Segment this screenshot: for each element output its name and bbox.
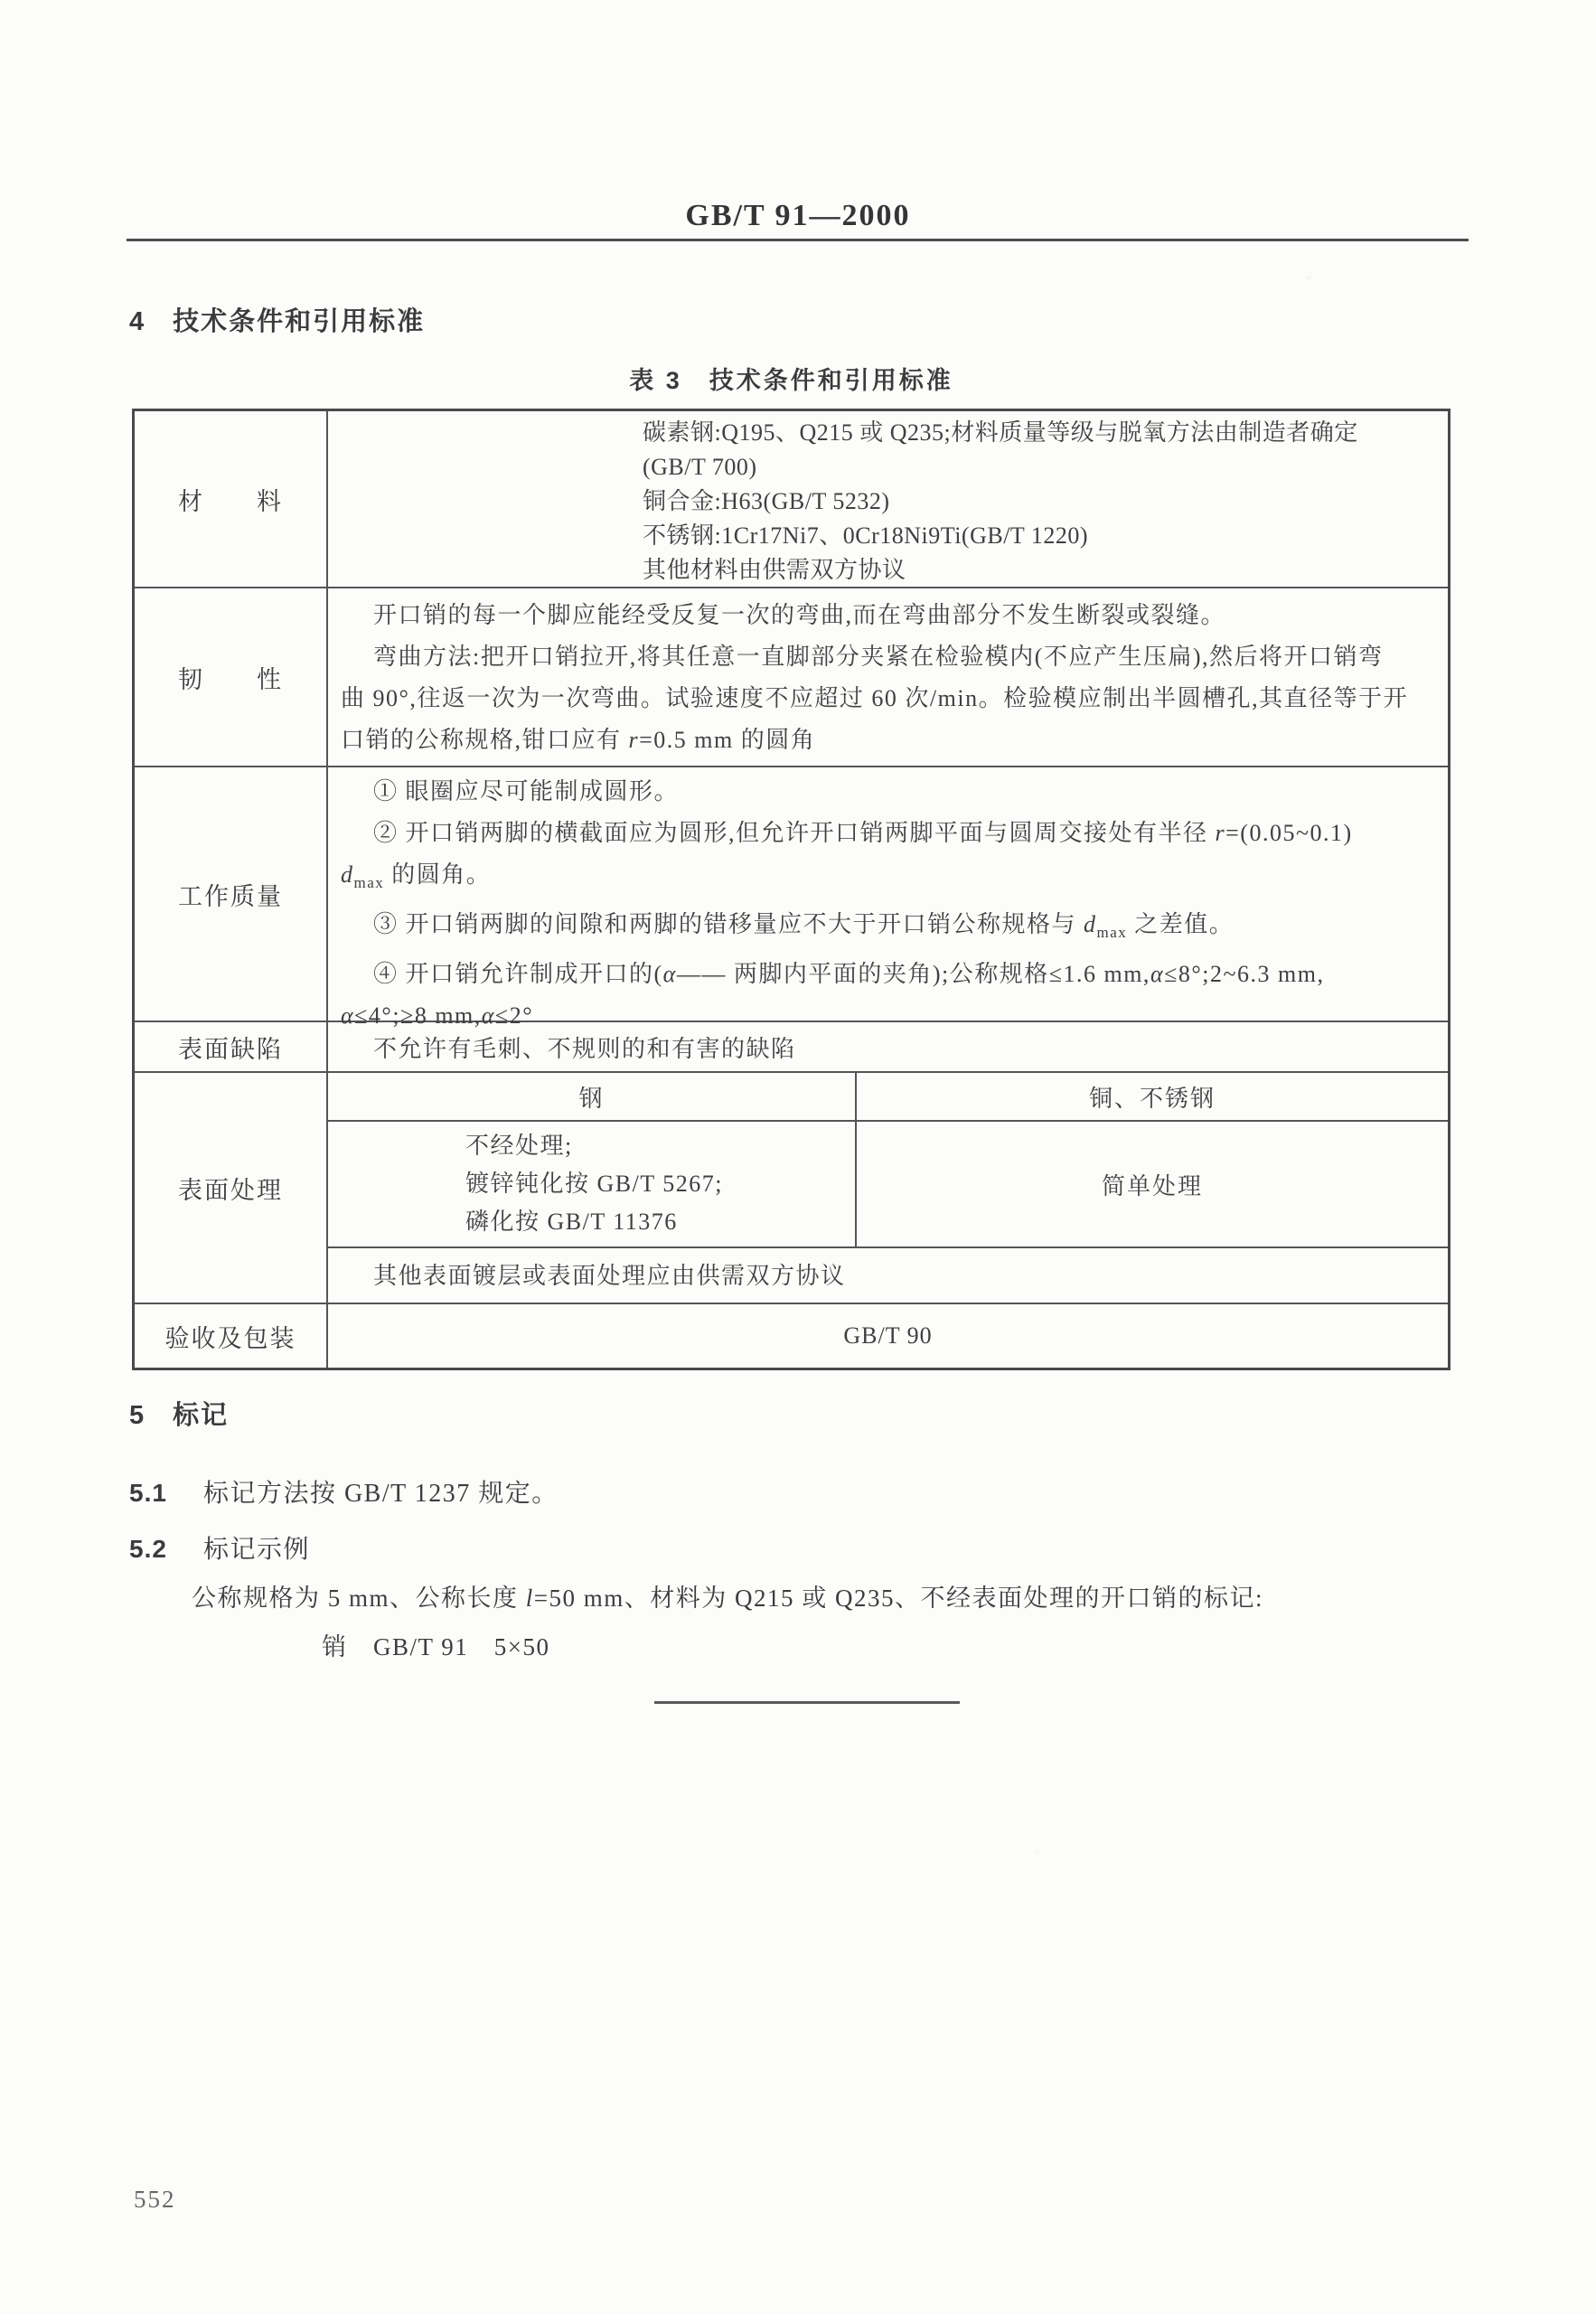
work-quality-line: ③ 开口销两脚的间隙和两脚的错移量应不大于开口销公称规格与 $d_{max}$ 之差值。 (373, 911, 1235, 942)
row-surface-defect-label: 表面缺陷 (135, 1022, 328, 1071)
copper-stainless-column-header: 铜、不锈钢 (1088, 1085, 1216, 1112)
material-line: 铜合金:H63(GB/T 5232) (643, 488, 890, 514)
var-alpha: α (341, 1002, 355, 1030)
section-5-title: 标记 (173, 1401, 230, 1430)
toughness-line: 弯曲方法:把开口销拉开,将其任意一直脚部分夹紧在检验模内(不应产生压扁),然后将开口销弯 (373, 644, 1384, 670)
row-surface-treatment-content (328, 1073, 1448, 1303)
row-material-label: 材 料 (135, 411, 328, 587)
steel-treatment-line: 不经处理; (465, 1133, 573, 1159)
var-r: r (1215, 820, 1226, 846)
clause-5-2 (129, 1529, 310, 1566)
header-rule (127, 239, 1469, 241)
work-quality-line: ① 眼圈应尽可能制成圆形。 (373, 778, 680, 804)
row-work-quality-content (328, 767, 1448, 1030)
row-surface-defect-content (328, 1022, 1448, 1071)
var-alpha: α (662, 961, 677, 988)
page-number: 552 (134, 2186, 176, 2213)
toughness-line: 开口销的每一个脚应能经受反复一次的弯曲,而在弯曲部分不发生断裂或裂缝。 (373, 602, 1226, 628)
toughness-line: 曲 90°,往返一次为一次弯曲。试验速度不应超过 60 次/min。检验模应制出半圆槽孔,其直径等于开 (341, 685, 1409, 711)
row-surface-treatment-label: 表面处理 (135, 1073, 328, 1303)
subscript-max: max (1096, 924, 1128, 942)
surface-treatment-note: 其他表面镀层或表面处理应由供需双方协议 (373, 1262, 846, 1289)
subscript-max: max (353, 874, 385, 892)
section-4-title: 技术条件和引用标准 (173, 307, 426, 336)
material-line: 碳素钢:Q195、Q215 或 Q235;材料质量等级与脱氧方法由制造者确定 (643, 419, 1358, 446)
steel-column-header: 钢 (328, 1073, 857, 1120)
row-material-content (328, 411, 1448, 587)
toughness-line: 口销的公称规格,钳口应有 r=0.5 mm 的圆角 (341, 727, 816, 753)
work-quality-line: $d_{max}$ 的圆角。 (341, 861, 492, 892)
row-material (135, 411, 1448, 588)
work-quality-line: α≤4°;≥8 mm,α≤2° (341, 1002, 534, 1030)
row-acceptance (135, 1304, 1448, 1368)
row-surface-treatment (135, 1073, 1448, 1304)
material-line: 不锈钢:1Cr17Ni7、0Cr18Ni9Ti(GB/T 1220) (643, 522, 1088, 549)
surface-defect-text: 不允许有毛刺、不规则的和有害的缺陷 (373, 1035, 796, 1062)
row-toughness-content (328, 588, 1448, 766)
standard-number-header: GB/T 91—2000 (685, 199, 911, 232)
clause-5-1-number: 5.1 (129, 1479, 167, 1507)
var-d: d (1084, 911, 1097, 938)
var-l: l (525, 1585, 534, 1612)
row-surface-defect (135, 1022, 1448, 1073)
material-line: 其他材料由供需双方协议 (643, 557, 906, 583)
section-4-heading (129, 301, 425, 338)
work-quality-line: ④ 开口销允许制成开口的(α—— 两脚内平面的夹角);公称规格≤1.6 mm,α≤8°;2~6.3 mm, (373, 961, 1325, 988)
section-4-number: 4 (129, 307, 146, 336)
steel-treatment-line: 磷化按 GB/T 11376 (465, 1209, 678, 1235)
steel-treatments-cell (328, 1122, 857, 1246)
section-5-number: 5 (129, 1401, 146, 1430)
table-caption: 表 3 技术条件和引用标准 (629, 367, 953, 394)
row-acceptance-label: 验收及包装 (135, 1304, 328, 1368)
var-d: d (341, 861, 354, 888)
row-work-quality-label: 工作质量 (135, 767, 328, 1021)
clause-5-2-text: 标记示例 (202, 1536, 310, 1564)
row-toughness-label: 韧 性 (135, 588, 328, 766)
marking-example-intro: 公称规格为 5 mm、公称长度 l=50 mm、材料为 Q215 或 Q235、不经表面处理的开口销的标记: (192, 1585, 1264, 1612)
var-alpha: α (1150, 961, 1165, 988)
row-toughness (135, 588, 1448, 767)
var-r: r (628, 727, 640, 753)
technical-conditions-table (132, 409, 1450, 1370)
surface-treatment-subheader (328, 1073, 1448, 1122)
end-of-document-rule (654, 1701, 960, 1704)
section-5-heading (129, 1395, 229, 1432)
copper-treatment-cell: 简单处理 (1101, 1172, 1203, 1199)
acceptance-text: GB/T 90 (843, 1322, 933, 1349)
work-quality-line: ② 开口销两脚的横截面应为圆形,但允许开口销两脚平面与圆周交接处有半径 r=(0.05~0.1) (373, 820, 1353, 846)
marking-example-designation: 销 GB/T 91 5×50 (322, 1633, 550, 1660)
var-alpha: α (481, 1002, 495, 1030)
clause-5-1 (129, 1473, 559, 1510)
material-line: (GB/T 700) (643, 454, 757, 480)
row-work-quality (135, 767, 1448, 1030)
surface-treatment-body (328, 1122, 1448, 1248)
clause-5-2-number: 5.2 (129, 1535, 167, 1563)
steel-treatment-line: 镀锌钝化按 GB/T 5267; (465, 1171, 723, 1197)
clause-5-1-text: 标记方法按 GB/T 1237 规定。 (202, 1480, 559, 1508)
